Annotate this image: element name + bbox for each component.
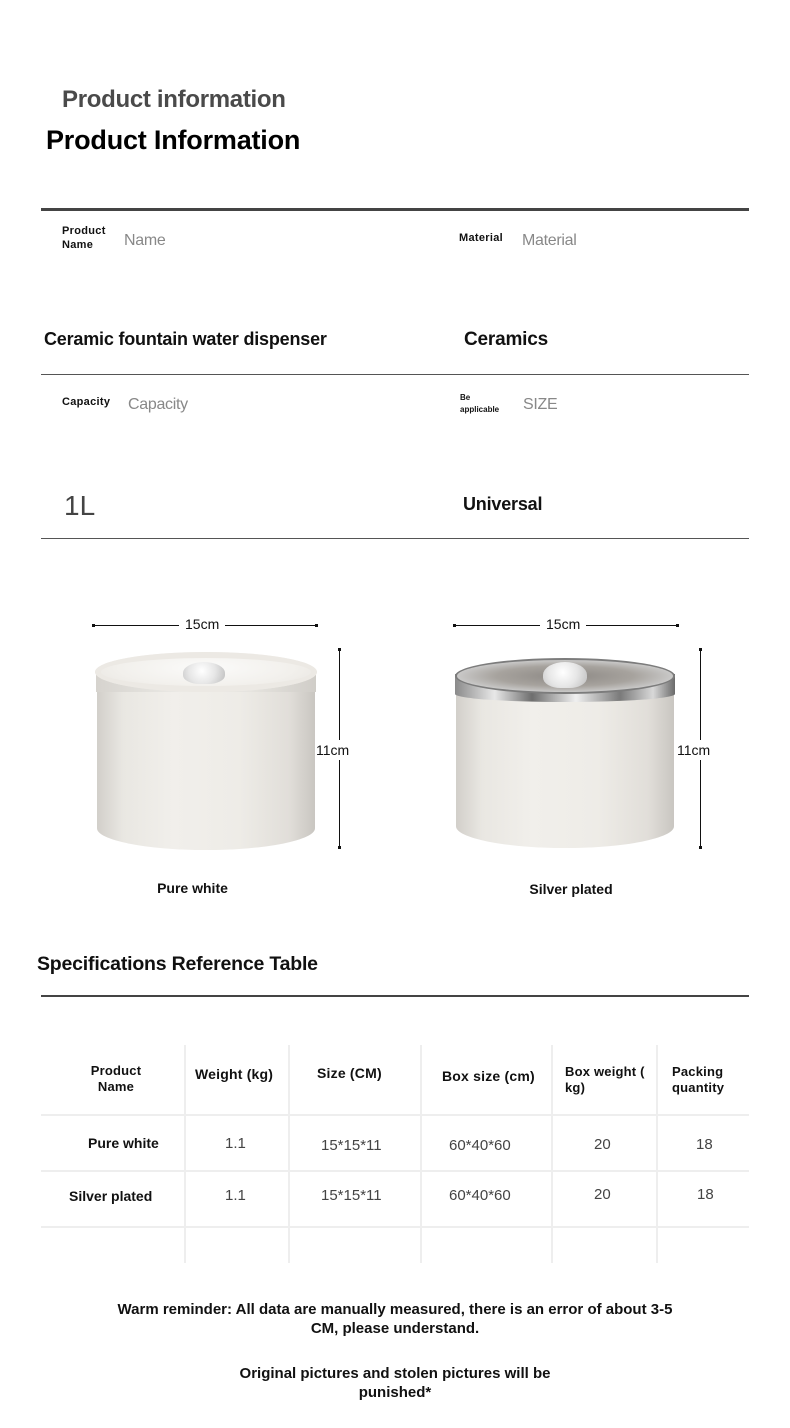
table-cell-weight: 1.1 (225, 1187, 246, 1204)
table-cell-name: Silver plated (69, 1188, 153, 1204)
capacity-hint: Capacity (128, 396, 188, 413)
table-header-size: Size (CM) (317, 1065, 382, 1081)
table-grid-line (288, 1045, 290, 1263)
label-line: Be (460, 393, 471, 402)
copyright-notice (80, 1364, 710, 1402)
product-caption: Silver plated (529, 881, 613, 897)
note-line: Warm reminder: All data are manually measured, there is an error of about 3-5 (117, 1301, 673, 1318)
divider (41, 995, 749, 997)
table-header-weight: Weight (kg) (195, 1066, 274, 1082)
table-grid-line (41, 1170, 749, 1172)
dimension-endpoint (699, 846, 702, 849)
header-line: quantity (672, 1080, 725, 1095)
header-line: Box weight ( (565, 1064, 645, 1079)
header-line: Name (97, 1079, 135, 1094)
product-card-silver-plated (440, 600, 740, 900)
table-grid-line (41, 1226, 749, 1228)
header-line: kg) (565, 1080, 586, 1095)
product-name-label (62, 224, 106, 252)
table-header-product-name (76, 1063, 156, 1095)
table-grid-line (656, 1045, 658, 1263)
divider (41, 538, 749, 539)
width-dimension-label: 15cm (540, 616, 586, 632)
table-cell-box-weight: 20 (594, 1186, 611, 1203)
table-header-box-size: Box size (cm) (442, 1068, 535, 1084)
label-line: Product (62, 225, 106, 237)
product-card-pure-white (80, 600, 380, 900)
note-line: punished* (358, 1384, 432, 1401)
water-bubbler-icon (183, 662, 225, 684)
spec-table-title: Specifications Reference Table (37, 953, 318, 975)
material-value: Ceramics (464, 329, 548, 350)
table-cell-name: Pure white (88, 1135, 159, 1151)
table-header-box-weight (565, 1064, 645, 1096)
note-line: CM, please understand. (310, 1320, 480, 1337)
height-dimension-label: 11cm (677, 742, 711, 758)
note-line: Original pictures and stolen pictures will be (239, 1365, 551, 1382)
table-cell-box-weight: 20 (594, 1136, 611, 1153)
dimension-endpoint (315, 624, 318, 627)
fountain-body (456, 690, 674, 848)
table-grid-line (551, 1045, 553, 1263)
table-cell-box-size: 60*40*60 (449, 1187, 511, 1204)
material-label: Material (459, 232, 503, 244)
divider (41, 208, 749, 211)
width-dimension-label: 15cm (179, 616, 225, 632)
applicable-value: Universal (463, 494, 543, 514)
header-line: Packing (672, 1064, 724, 1079)
product-name-hint: Name (124, 232, 166, 249)
table-grid-line (184, 1045, 186, 1263)
table-cell-size: 15*15*11 (321, 1137, 382, 1154)
section-subtitle: Product information (62, 86, 286, 113)
table-cell-size: 15*15*11 (321, 1187, 382, 1204)
table-grid-line (420, 1045, 422, 1263)
water-bubbler-icon (543, 662, 587, 688)
divider (41, 374, 749, 375)
table-grid-line (41, 1114, 749, 1116)
dimension-endpoint (676, 624, 679, 627)
table-cell-packing-qty: 18 (696, 1136, 713, 1153)
product-caption: Pure white (157, 880, 228, 896)
fountain-body (97, 680, 315, 850)
header-line: Product (90, 1063, 142, 1078)
table-cell-weight: 1.1 (225, 1135, 246, 1152)
applicable-hint: SIZE (523, 396, 558, 413)
material-hint: Material (522, 232, 577, 249)
product-name-value: Ceramic fountain water dispenser (44, 329, 327, 349)
label-line: applicable (460, 405, 500, 414)
applicable-label (460, 392, 499, 416)
height-dimension-label: 11cm (316, 742, 350, 758)
measurement-reminder (80, 1300, 710, 1338)
capacity-label: Capacity (62, 396, 111, 408)
table-cell-packing-qty: 18 (697, 1186, 714, 1203)
page-title: Product Information (46, 125, 301, 155)
capacity-value: 1L (64, 490, 96, 521)
table-header-packing-qty (672, 1064, 724, 1096)
label-line: Name (62, 239, 94, 251)
table-cell-box-size: 60*40*60 (449, 1137, 511, 1154)
dimension-endpoint (338, 846, 341, 849)
